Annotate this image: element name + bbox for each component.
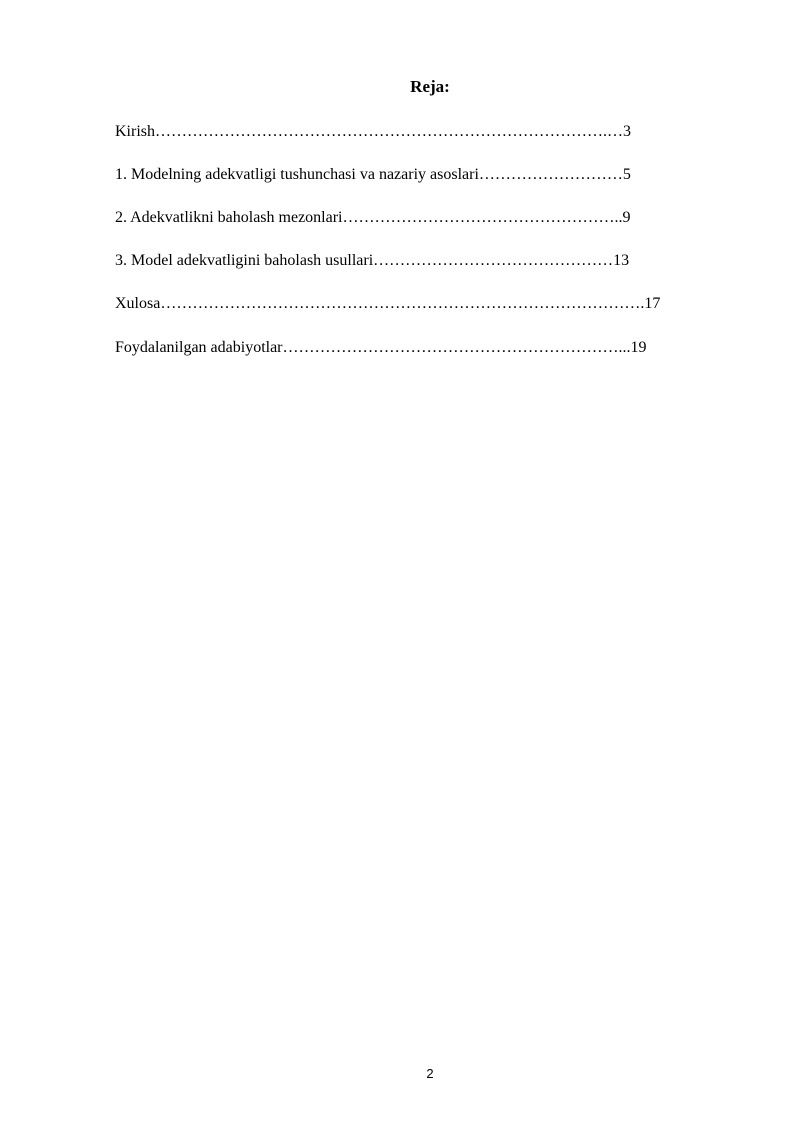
toc-entry-chapter-1: 1. Modelning adekvatligi tushunchasi va nazariy asoslari………………………5 — [115, 166, 631, 183]
toc-entry-references: Foydalanilgan adabiyotlar………………………………………………………...19 — [115, 339, 647, 356]
toc-entry-chapter-3: 3. Model adekvatligini baholash usullari………………………………………13 — [115, 252, 630, 269]
toc-entry-xulosa: Xulosa……………………………………………………………………………….17 — [115, 295, 661, 312]
page-number: 2 — [426, 1066, 434, 1081]
page-title: Reja: — [410, 77, 450, 96]
toc-entry-chapter-2: 2. Adekvatlikni baholash mezonlari……………………………………………..9 — [115, 209, 631, 226]
toc-entry-kirish: Kirish………………………………………………………………………….…3 — [115, 123, 631, 140]
